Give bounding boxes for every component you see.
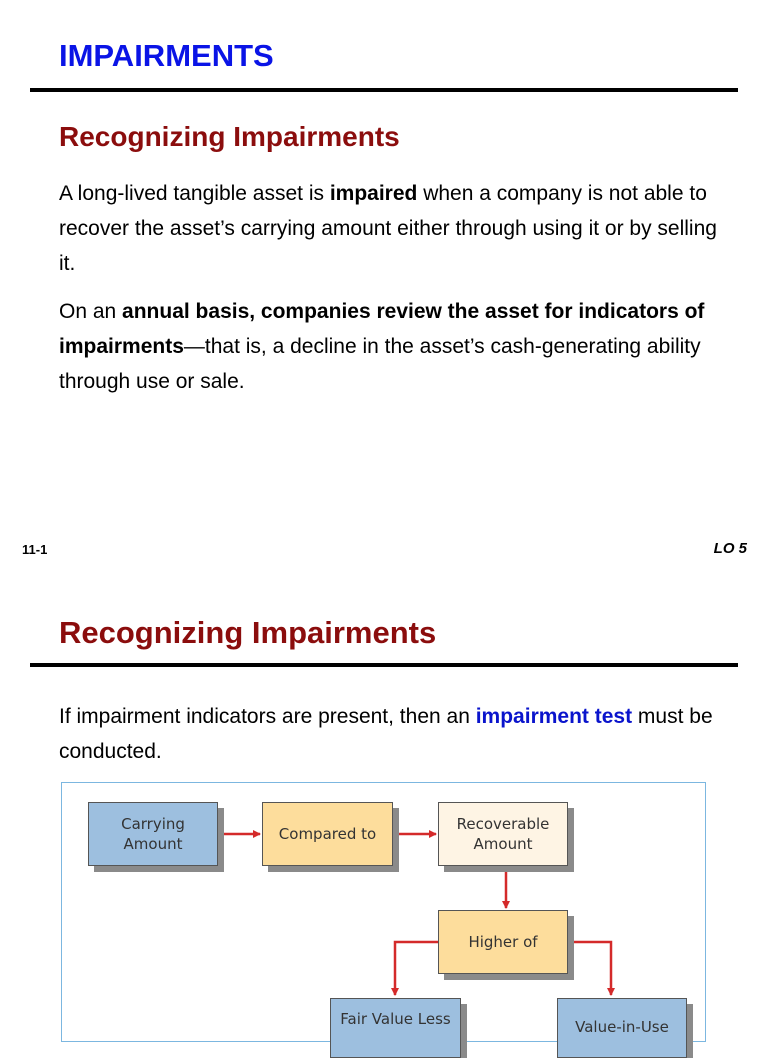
box-value-in-use: Value-in-Use [557, 998, 687, 1058]
paragraph-impairment-test [59, 699, 739, 769]
box-carrying-amount: Carrying Amount [88, 802, 218, 866]
title-divider-2 [30, 663, 738, 667]
paragraph-annual-review [59, 294, 719, 399]
text-run: On an [59, 300, 123, 323]
text-run: A long-lived tangible asset is [59, 182, 330, 205]
bold-term: impaired [329, 182, 418, 205]
bold-term: annual basis, companies review the asset for indicators of impairments [59, 300, 705, 358]
slide-title: IMPAIRMENTS [59, 38, 274, 73]
text-run: —that is, a decline in the asset’s cash-generating ability through use or sale. [59, 335, 701, 393]
text-run: when a company is not able to recover the asset’s carrying amount either through using it or by selling it. [59, 182, 717, 275]
highlight-term: impairment test [475, 705, 633, 728]
title-divider [30, 88, 738, 92]
slide-title-2: Recognizing Impairments [59, 615, 437, 650]
paragraph-impaired-definition [59, 176, 719, 281]
impairment-test-diagram [61, 782, 706, 1042]
arrow-higher-to-fair-value [395, 942, 438, 995]
arrow-higher-to-value-in-use [568, 942, 611, 995]
slide-number: 11-1 [22, 542, 48, 557]
section-heading: Recognizing Impairments [59, 121, 400, 152]
text-run: must be conducted. [59, 705, 713, 763]
box-higher-of: Higher of [438, 910, 568, 974]
learning-objective-label: LO 5 [713, 540, 747, 557]
box-recoverable-amount: Recoverable Amount [438, 802, 568, 866]
box-compared-to: Compared to [262, 802, 393, 866]
text-run: If impairment indicators are present, then an [59, 705, 476, 728]
box-fair-value-less: Fair Value Less [330, 998, 461, 1058]
